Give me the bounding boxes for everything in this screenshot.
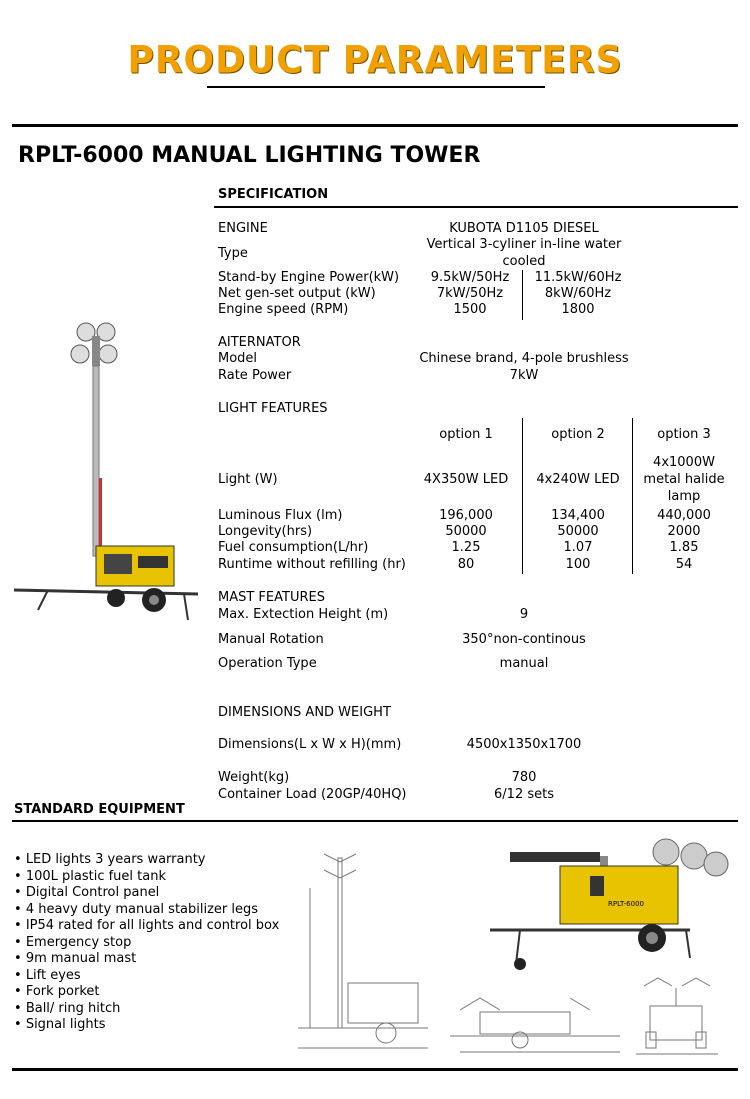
list-item: • 9m manual mast (14, 951, 279, 968)
divider (12, 124, 738, 127)
page-title: PRODUCT PARAMETERS (127, 38, 623, 83)
list-item: • LED lights 3 years warranty (14, 852, 279, 869)
rate-power-value: 7kW (509, 368, 539, 383)
list-item: • Ball/ ring hitch (14, 1001, 279, 1018)
list-item: • 4 heavy duty manual stabilizer legs (14, 902, 279, 919)
container-label: Container Load (20GP/40HQ) (218, 787, 407, 802)
divider (214, 206, 738, 208)
specification-heading: SPECIFICATION (218, 187, 329, 202)
list-item: • Emergency stop (14, 935, 279, 952)
operation-value: manual (499, 656, 549, 671)
light-option-3-line1: 4x1000W (653, 455, 715, 470)
title-underline (207, 86, 545, 88)
netgen-60: 8kW/60Hz (544, 286, 612, 301)
flux-option-2: 134,400 (551, 508, 605, 523)
flux-label: Luminous Flux (lm) (218, 508, 343, 523)
engine-heading: ENGINE (218, 221, 268, 236)
netgen-label: Net gen-set output (kW) (218, 286, 376, 301)
side-view-drawing (288, 848, 438, 1060)
rotation-value: 350°non-continous (462, 632, 586, 647)
alternator-model-label: Model (218, 351, 258, 366)
light-features-heading: LIGHT FEATURES (218, 401, 328, 416)
list-item: • Fork porket (14, 984, 279, 1001)
light-option-3-line2: metal halide (643, 472, 725, 487)
speed-60: 1800 (561, 302, 595, 317)
list-item: • 100L plastic fuel tank (14, 869, 279, 886)
light-option-3-line3: lamp (667, 489, 701, 504)
rear-view-drawing (632, 976, 722, 1060)
list-item: • Signal lights (14, 1017, 279, 1034)
operation-label: Operation Type (218, 656, 317, 671)
fuel-option-2: 1.07 (563, 540, 593, 555)
netgen-50: 7kW/50Hz (436, 286, 504, 301)
column-divider (632, 418, 633, 574)
speed-label: Engine speed (RPM) (218, 302, 349, 317)
standard-equipment-heading: STANDARD EQUIPMENT (14, 802, 185, 817)
type-value-1: Vertical 3-cyliner in-line water (426, 237, 622, 252)
alternator-heading: AITERNATOR (218, 335, 301, 350)
dimensions-label: Dimensions(L x W x H)(mm) (218, 737, 402, 752)
mast-height-label: Max. Extection Height (m) (218, 607, 389, 622)
list-item: • Digital Control panel (14, 885, 279, 902)
column-divider (522, 270, 523, 320)
type-value-2: cooled (502, 254, 546, 269)
longevity-option-2: 50000 (557, 524, 599, 539)
runtime-option-3: 54 (675, 557, 693, 572)
type-label: Type (218, 246, 248, 261)
container-value: 6/12 sets (494, 787, 554, 802)
flux-option-3: 440,000 (657, 508, 711, 523)
dimensions-heading: DIMENSIONS AND WEIGHT (218, 705, 391, 720)
rate-power-label: Rate Power (218, 368, 292, 383)
equipment-list (14, 852, 279, 1034)
fuel-option-1: 1.25 (451, 540, 481, 555)
light-option-1: 4X350W LED (423, 472, 509, 487)
option-1-header: option 1 (439, 427, 493, 442)
option-3-header: option 3 (657, 427, 711, 442)
speed-50: 1500 (453, 302, 487, 317)
standby-50: 9.5kW/50Hz (430, 270, 510, 285)
rotation-label: Manual Rotation (218, 632, 324, 647)
model-title: RPLT-6000 MANUAL LIGHTING TOWER (18, 143, 481, 168)
divider (12, 1068, 738, 1071)
product-badge: RPLT-6000 (608, 900, 644, 908)
column-divider (522, 418, 523, 574)
fuel-option-3: 1.85 (669, 540, 699, 555)
standby-60: 11.5kW/60Hz (534, 270, 622, 285)
flux-option-1: 196,000 (439, 508, 493, 523)
alternator-model-value: Chinese brand, 4-pole brushless (419, 351, 629, 366)
lighting-tower-photo (490, 834, 730, 974)
mast-heading: MAST FEATURES (218, 590, 325, 605)
light-label: Light (W) (218, 472, 278, 487)
light-option-2: 4x240W LED (536, 472, 620, 487)
runtime-label: Runtime without refilling (hr) (218, 557, 406, 572)
list-item: • IP54 rated for all lights and control box (14, 918, 279, 935)
fuel-label: Fuel consumption(L/hr) (218, 540, 369, 555)
mast-height-value: 9 (519, 607, 529, 622)
dimensions-value: 4500x1350x1700 (466, 737, 582, 752)
option-2-header: option 2 (551, 427, 605, 442)
longevity-option-1: 50000 (445, 524, 487, 539)
longevity-label: Longevity(hrs) (218, 524, 313, 539)
divider (12, 820, 738, 822)
standby-label: Stand-by Engine Power(kW) (218, 270, 400, 285)
lighting-tower-image (8, 318, 208, 628)
weight-label: Weight(kg) (218, 770, 290, 785)
runtime-option-2: 100 (565, 557, 591, 572)
engine-value: KUBOTA D1105 DIESEL (449, 221, 599, 236)
list-item: • Lift eyes (14, 968, 279, 985)
front-view-drawing (450, 988, 625, 1060)
weight-value: 780 (511, 770, 537, 785)
longevity-option-3: 2000 (667, 524, 701, 539)
runtime-option-1: 80 (457, 557, 475, 572)
